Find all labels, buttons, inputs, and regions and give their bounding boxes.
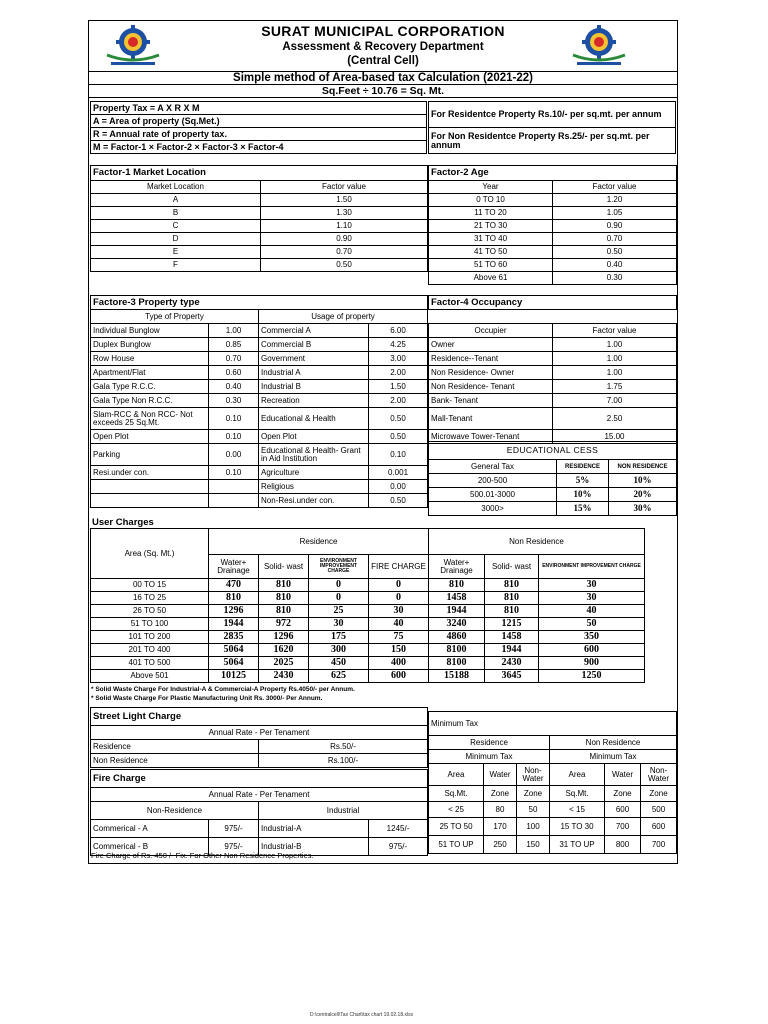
table-cell: Non Residence- Tenant xyxy=(429,380,553,394)
table-cell: 810 xyxy=(485,592,539,605)
minimum-tax-title: Minimum Tax xyxy=(429,712,677,736)
table-cell: 1296 xyxy=(259,631,309,644)
table-cell: 625 xyxy=(309,670,369,683)
table-cell: 30 xyxy=(369,605,429,618)
table-cell: Commercial B xyxy=(259,338,369,352)
table-cell: Individual Bunglow xyxy=(91,324,209,338)
table-cell: Industrial A xyxy=(259,366,369,380)
table-cell: 975/- xyxy=(369,838,428,856)
residence-header: Residence xyxy=(429,736,550,750)
non-residence-header: Non Residence xyxy=(429,529,645,555)
table-cell: 15.00 xyxy=(553,430,677,444)
table-cell: 2.00 xyxy=(369,394,428,408)
table-cell: 700 xyxy=(605,818,641,836)
factor1-title: Factor-1 Market Location xyxy=(91,166,428,181)
street-light-title: Street Light Charge xyxy=(91,708,428,726)
table-cell: 26 TO 50 xyxy=(91,605,209,618)
table-cell: 0.10 xyxy=(209,408,259,430)
table-cell: Industrial-A xyxy=(259,820,369,838)
table-cell: 3000> xyxy=(429,502,557,516)
formula-line: M = Factor-1 × Factor-2 × Factor-3 × Factor-4 xyxy=(91,141,427,154)
column-header: Water xyxy=(484,764,517,786)
table-cell: 11 TO 20 xyxy=(429,207,553,220)
table-cell: Above 61 xyxy=(429,272,553,285)
table-cell: Resi.under con. xyxy=(91,466,209,480)
column-header: Non-Water xyxy=(641,764,677,786)
unit-cell: Zone xyxy=(605,786,641,802)
column-header: Water+ Drainage xyxy=(429,555,485,579)
table-cell: Bank- Tenant xyxy=(429,394,553,408)
table-cell: 15188 xyxy=(429,670,485,683)
table-cell: 0 xyxy=(309,592,369,605)
table-cell: 30% xyxy=(609,502,677,516)
table-cell: Residence--Tenant xyxy=(429,352,553,366)
table-cell: Gala Type Non R.C.C. xyxy=(91,394,209,408)
table-cell: 0.40 xyxy=(553,259,677,272)
user-charges-note: * Solid Waste Charge For Industrial-A & Commercial-A Property Rs.4050/- per Annum. xyxy=(91,686,355,693)
table-cell: 150 xyxy=(369,644,429,657)
table-cell: 975/- xyxy=(209,838,259,856)
table-cell: 0.85 xyxy=(209,338,259,352)
column-header: Area xyxy=(429,764,484,786)
table-cell: 25 xyxy=(309,605,369,618)
table-cell: 150 xyxy=(517,836,550,854)
table-cell: 400 xyxy=(369,657,429,670)
column-header: Solid- wast xyxy=(259,555,309,579)
fire-charge-subtitle: Annual Rate - Per Tenament xyxy=(91,788,428,802)
table-cell: 0.50 xyxy=(553,246,677,259)
table-cell: 0.001 xyxy=(369,466,428,480)
table-cell: 470 xyxy=(209,579,259,592)
table-cell: 0 xyxy=(369,592,429,605)
table-cell: Parking xyxy=(91,444,209,466)
street-light-table xyxy=(90,707,428,768)
street-light-subtitle: Annual Rate - Per Tenament xyxy=(91,726,428,740)
table-cell: 0.10 xyxy=(209,430,259,444)
table-cell: Non Residence- Owner xyxy=(429,366,553,380)
table-cell: 500.01-3000 xyxy=(429,488,557,502)
table-cell: 300 xyxy=(309,644,369,657)
factor4-title: Factor-4 Occupancy xyxy=(429,296,677,310)
table-cell xyxy=(91,480,209,494)
table-cell: Government xyxy=(259,352,369,366)
table-cell: 50 xyxy=(517,802,550,818)
table-cell: 51 TO UP xyxy=(429,836,484,854)
table-cell: 600 xyxy=(539,644,645,657)
table-cell: Industrial B xyxy=(259,380,369,394)
factor4-table xyxy=(428,295,677,444)
page-subtitle: Simple method of Area-based tax Calculation (2021-22) xyxy=(89,71,677,85)
column-header: Solid- wast xyxy=(485,555,539,579)
column-header: General Tax xyxy=(429,460,557,474)
table-cell: 30 xyxy=(539,579,645,592)
table-cell: 700 xyxy=(641,836,677,854)
unit-cell: Zone xyxy=(517,786,550,802)
table-cell: 0.90 xyxy=(553,220,677,233)
table-cell: 250 xyxy=(484,836,517,854)
table-cell: Agriculture xyxy=(259,466,369,480)
table-cell: 00 TO 15 xyxy=(91,579,209,592)
table-cell: 1.10 xyxy=(261,220,428,233)
column-header: Type of Property xyxy=(91,310,259,324)
table-cell: Duplex Bunglow xyxy=(91,338,209,352)
table-cell: 200-500 xyxy=(429,474,557,488)
table-cell: 1.00 xyxy=(553,338,677,352)
table-cell: 401 TO 500 xyxy=(91,657,209,670)
table-cell: 5064 xyxy=(209,657,259,670)
table-cell: Recreation xyxy=(259,394,369,408)
table-cell: 0.40 xyxy=(209,380,259,394)
table-cell xyxy=(209,494,259,508)
table-cell: 40 xyxy=(369,618,429,631)
rate-table xyxy=(428,101,676,154)
user-charges-note: * Solid Waste Charge For Plastic Manufacturing Unit Rs. 3000/- Per Annum. xyxy=(91,695,323,702)
formula-line: Property Tax = A X R X M xyxy=(91,102,427,115)
table-cell: 2025 xyxy=(259,657,309,670)
table-cell: 0.70 xyxy=(261,246,428,259)
table-cell: 51 TO 100 xyxy=(91,618,209,631)
formula-line: R = Annual rate of property tax. xyxy=(91,128,427,141)
table-cell: 31 TO UP xyxy=(550,836,605,854)
table-cell: < 25 xyxy=(429,802,484,818)
table-cell: 16 TO 25 xyxy=(91,592,209,605)
table-cell: 0.60 xyxy=(209,366,259,380)
column-header: Industrial xyxy=(259,802,428,820)
header xyxy=(89,21,677,71)
cess-table xyxy=(428,441,677,516)
table-cell: Industrial-B xyxy=(259,838,369,856)
table-cell: 170 xyxy=(484,818,517,836)
table-cell: 80 xyxy=(484,802,517,818)
table-cell: 0.70 xyxy=(209,352,259,366)
factor2-table xyxy=(428,165,677,285)
table-cell: 101 TO 200 xyxy=(91,631,209,644)
column-header: Non-Residence xyxy=(91,802,259,820)
factor2-title: Factor-2 Age xyxy=(429,166,677,181)
table-cell: F xyxy=(91,259,261,272)
column-header: FIRE CHARGE xyxy=(369,555,429,579)
table-cell: 0.30 xyxy=(553,272,677,285)
table-cell: Non Residence xyxy=(91,754,259,768)
table-cell: 1.75 xyxy=(553,380,677,394)
department-title: Assessment & Recovery Department xyxy=(282,41,484,53)
column-header: Occupier xyxy=(429,324,553,338)
table-cell: 1458 xyxy=(429,592,485,605)
table-cell: 972 xyxy=(259,618,309,631)
table-cell: 975/- xyxy=(209,820,259,838)
table-cell: C xyxy=(91,220,261,233)
column-header: ENVIRONMENT IMPROVEMENT CHARGE xyxy=(539,555,645,579)
non-residence-header: Non Residence xyxy=(550,736,677,750)
table-cell: 1.30 xyxy=(261,207,428,220)
table-cell: 5064 xyxy=(209,644,259,657)
table-cell: 20% xyxy=(609,488,677,502)
table-cell: 0.10 xyxy=(369,444,428,466)
table-cell: 21 TO 30 xyxy=(429,220,553,233)
column-header: Water+ Drainage xyxy=(209,555,259,579)
table-cell: 31 TO 40 xyxy=(429,233,553,246)
table-cell: Open Plot xyxy=(91,430,209,444)
table-cell: 50 xyxy=(539,618,645,631)
table-cell xyxy=(209,480,259,494)
table-cell: < 15 xyxy=(550,802,605,818)
table-cell: Commerical - B xyxy=(91,838,209,856)
table-cell: 1620 xyxy=(259,644,309,657)
table-cell: 4860 xyxy=(429,631,485,644)
table-cell: 7.00 xyxy=(553,394,677,408)
table-cell: 810 xyxy=(259,579,309,592)
table-cell: 450 xyxy=(309,657,369,670)
table-cell: 1944 xyxy=(429,605,485,618)
table-cell: 500 xyxy=(641,802,677,818)
table-cell: 8100 xyxy=(429,644,485,657)
table-cell: 41 TO 50 xyxy=(429,246,553,259)
fire-charge-table xyxy=(90,769,428,856)
table-cell: A xyxy=(91,194,261,207)
table-cell: 0 xyxy=(369,579,429,592)
table-cell: 0.10 xyxy=(209,466,259,480)
table-cell: Microwave Tower-Tenant xyxy=(429,430,553,444)
table-cell: 800 xyxy=(605,836,641,854)
table-cell: 810 xyxy=(485,579,539,592)
table-cell: 600 xyxy=(605,802,641,818)
table-cell: 6.00 xyxy=(369,324,428,338)
table-cell: 2.50 xyxy=(553,408,677,430)
table-cell: Residence xyxy=(91,740,259,754)
table-cell: 51 TO 60 xyxy=(429,259,553,272)
table-cell: 2430 xyxy=(485,657,539,670)
table-cell: 1.00 xyxy=(553,366,677,380)
table-cell: 0 TO 10 xyxy=(429,194,553,207)
table-cell: 2430 xyxy=(259,670,309,683)
table-cell: 0.50 xyxy=(369,408,428,430)
table-cell: 15 TO 30 xyxy=(550,818,605,836)
table-cell: Commerical - A xyxy=(91,820,209,838)
factor3-title: Factore-3 Property type xyxy=(91,296,428,310)
table-cell: Apartment/Flat xyxy=(91,366,209,380)
table-cell: 175 xyxy=(309,631,369,644)
table-cell: 0.50 xyxy=(369,494,428,508)
table-cell: 0.50 xyxy=(261,259,428,272)
table-cell: Educational & Health- Grant in Aid Institution xyxy=(259,444,369,466)
minimum-tax-table xyxy=(428,711,677,854)
table-cell: 30 xyxy=(309,618,369,631)
table-cell: 1.50 xyxy=(261,194,428,207)
column-header: NON RESIDENCE xyxy=(609,460,677,474)
table-cell: Religious xyxy=(259,480,369,494)
table-cell: 0.30 xyxy=(209,394,259,408)
table-cell: 810 xyxy=(429,579,485,592)
table-cell: 1245/- xyxy=(369,820,428,838)
column-header: Factor value xyxy=(261,181,428,194)
table-cell: 1.00 xyxy=(553,352,677,366)
table-cell: 1944 xyxy=(485,644,539,657)
table-cell: 3240 xyxy=(429,618,485,631)
table-cell: Open Plot xyxy=(259,430,369,444)
table-cell: 810 xyxy=(485,605,539,618)
table-cell: 0.90 xyxy=(261,233,428,246)
table-cell: D xyxy=(91,233,261,246)
column-header: Area (Sq. Mt.) xyxy=(91,529,209,579)
column-header: Non-Water xyxy=(517,764,550,786)
table-cell: 1250 xyxy=(539,670,645,683)
table-cell: 1.50 xyxy=(369,380,428,394)
conversion-note: Sq.Feet ÷ 10.76 = Sq. Mt. xyxy=(89,85,677,98)
table-cell: 0 xyxy=(309,579,369,592)
table-cell: Mall-Tenant xyxy=(429,408,553,430)
table-cell: 10125 xyxy=(209,670,259,683)
table-cell: 15% xyxy=(557,502,609,516)
table-cell: 3645 xyxy=(485,670,539,683)
table-cell: Gala Type R.C.C. xyxy=(91,380,209,394)
column-header: Usage of property xyxy=(259,310,428,324)
table-cell: 350 xyxy=(539,631,645,644)
table-cell: 1.20 xyxy=(553,194,677,207)
user-charges-table xyxy=(90,528,645,683)
column-header: RESIDENCE xyxy=(557,460,609,474)
column-header: Factor value xyxy=(553,324,677,338)
user-charges-title: User Charges xyxy=(92,517,154,528)
column-header: Area xyxy=(550,764,605,786)
table-cell: 8100 xyxy=(429,657,485,670)
unit-cell: Sq.Mt. xyxy=(429,786,484,802)
tax-chart-sheet xyxy=(88,20,678,864)
table-cell: E xyxy=(91,246,261,259)
table-cell: 0.70 xyxy=(553,233,677,246)
table-cell: 100 xyxy=(517,818,550,836)
formula-line: A = Area of property (Sq.Met.) xyxy=(91,115,427,128)
table-cell: 810 xyxy=(259,592,309,605)
table-cell: 5% xyxy=(557,474,609,488)
cell-title: (Central Cell) xyxy=(347,55,419,67)
table-cell: Above 501 xyxy=(91,670,209,683)
table-cell: 201 TO 400 xyxy=(91,644,209,657)
table-cell: Owner xyxy=(429,338,553,352)
residence-header: Residence xyxy=(209,529,429,555)
table-cell: 1458 xyxy=(485,631,539,644)
table-cell: 2.00 xyxy=(369,366,428,380)
minimum-tax-sub: Minimum Tax xyxy=(429,750,550,764)
table-cell: 1.00 xyxy=(209,324,259,338)
table-cell: 600 xyxy=(641,818,677,836)
table-cell: 1215 xyxy=(485,618,539,631)
table-cell: Slam-RCC & Non RCC- Not exceeds 25 Sq.Mt. xyxy=(91,408,209,430)
table-cell: Commercial A xyxy=(259,324,369,338)
factor3-table xyxy=(90,295,428,508)
column-header: Market Location xyxy=(91,181,261,194)
spacer xyxy=(429,310,677,324)
table-cell: 40 xyxy=(539,605,645,618)
table-cell: 2835 xyxy=(209,631,259,644)
unit-cell: Zone xyxy=(641,786,677,802)
table-cell: 4.25 xyxy=(369,338,428,352)
table-cell xyxy=(91,494,209,508)
column-header: Water xyxy=(605,764,641,786)
unit-cell: Sq.Mt. xyxy=(550,786,605,802)
table-cell: 3.00 xyxy=(369,352,428,366)
column-header: ENVIRONMENT IMPROVEMENT CHARGE xyxy=(309,555,369,579)
column-header: Year xyxy=(429,181,553,194)
table-cell: 810 xyxy=(259,605,309,618)
formula-table xyxy=(90,101,427,154)
table-cell: Non-Resi.under con. xyxy=(259,494,369,508)
fire-charge-title: Fire Charge xyxy=(91,770,428,788)
table-cell: 900 xyxy=(539,657,645,670)
table-cell: 1944 xyxy=(209,618,259,631)
table-cell: 810 xyxy=(209,592,259,605)
table-cell: Row House xyxy=(91,352,209,366)
column-header: Factor value xyxy=(553,181,677,194)
table-cell: 75 xyxy=(369,631,429,644)
table-cell: 25 TO 50 xyxy=(429,818,484,836)
table-cell: 30 xyxy=(539,592,645,605)
table-cell: Rs.100/- xyxy=(259,754,428,768)
table-cell: 10% xyxy=(557,488,609,502)
table-cell: 0.50 xyxy=(369,430,428,444)
residence-rate: For Residentce Property Rs.10/- per sq.mt. per annum xyxy=(429,102,676,128)
table-cell: B xyxy=(91,207,261,220)
table-cell: 1.05 xyxy=(553,207,677,220)
table-cell: 0.00 xyxy=(369,480,428,494)
factor1-table xyxy=(90,165,428,272)
table-cell: 1296 xyxy=(209,605,259,618)
unit-cell: Zone xyxy=(484,786,517,802)
table-cell: Educational & Health xyxy=(259,408,369,430)
corporation-title: SURAT MUNICIPAL CORPORATION xyxy=(261,23,505,39)
table-cell: Rs.50/- xyxy=(259,740,428,754)
footer-file-path: D:\centralcell\Tax Chart\tax chart 19.02.18.xlsx xyxy=(310,1012,414,1018)
non-residence-rate: For Non Residentce Property Rs.25/- per sq.mt. per annum xyxy=(429,128,676,154)
table-cell: 600 xyxy=(369,670,429,683)
minimum-tax-sub: Minimum Tax xyxy=(550,750,677,764)
table-cell: 0.00 xyxy=(209,444,259,466)
table-cell: 10% xyxy=(609,474,677,488)
fire-charge-note: Fire Charge of Rs. 450 /- Fix. For Other Non Residence Properties. xyxy=(91,851,314,860)
cess-title: EDUCATIONAL CESS xyxy=(429,442,677,460)
